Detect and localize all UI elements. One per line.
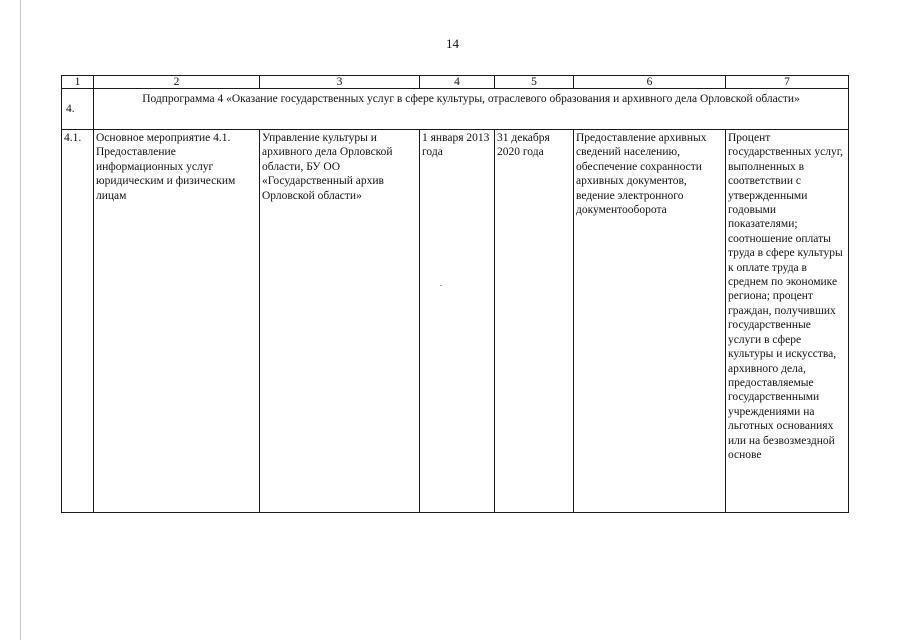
row-number: 4.1. (62, 130, 94, 513)
start-date-cell: 1 января 2013 года (420, 130, 495, 513)
column-number-row (62, 76, 849, 89)
column-number: 3 (260, 76, 420, 89)
column-number: 2 (94, 76, 260, 89)
executor-cell: Управление культуры и архивного дела Орловской области, БУ ОО «Государственный архив Орловской области» (260, 130, 420, 513)
table-row (62, 130, 849, 513)
subprogram-title: Подпрограмма 4 «Оказание государственных услуг в сфере культуры, отраслевого образования и архивного дела Орловской области» (94, 89, 849, 130)
column-number: 7 (726, 76, 849, 89)
column-number: 5 (495, 76, 574, 89)
column-number: 1 (62, 76, 94, 89)
indicators-cell: Процент государственных услуг, выполненных в соответствии с утвержденными годовыми показателями; соотношение оплаты труда в сфере культуры к оплате труда в среднем по экономике региона; процент граждан, получивших государственные услуги в сфере культуры и искусства, архивного дела, предоставляемые государственными учреждениями на льготных основаниях или на безвозмездной основе (726, 130, 849, 513)
result-cell: Предоставление архивных сведений населению, обеспечение сохранности архивных документов, ведение электронного документооборота (574, 130, 726, 513)
end-date-cell: 31 декабря 2020 года (495, 130, 574, 513)
scan-speck (440, 285, 442, 286)
page-edge-line (20, 0, 21, 640)
measure-cell: Основное мероприятие 4.1. Предоставление информационных услуг юридическим и физическим лицам (94, 130, 260, 513)
subprogram-row (62, 89, 849, 130)
program-table (61, 75, 849, 513)
subprogram-number: 4. (62, 89, 94, 130)
page-number: 14 (446, 36, 459, 51)
column-number: 4 (420, 76, 495, 89)
column-number: 6 (574, 76, 726, 89)
